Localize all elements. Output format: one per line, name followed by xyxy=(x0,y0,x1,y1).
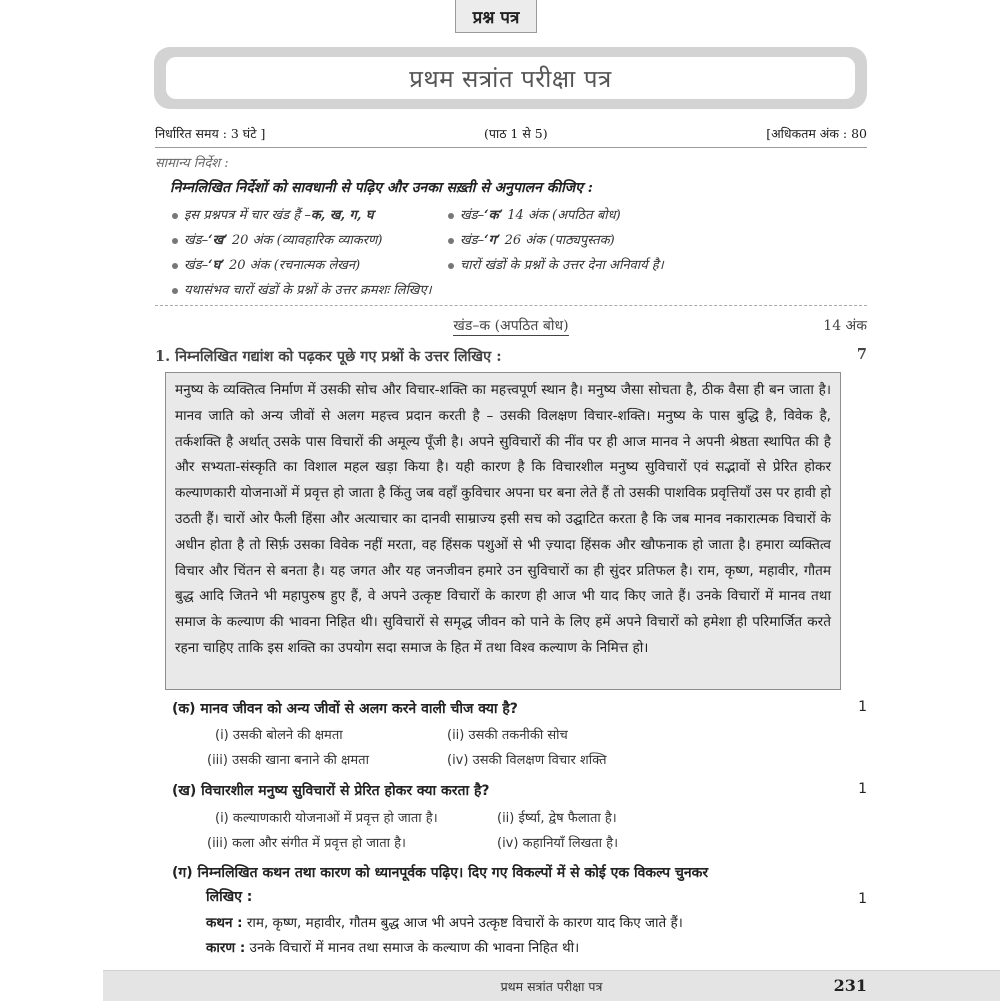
paper-type-tab xyxy=(455,0,537,33)
section-title: खंड–क (अपठित बोध) xyxy=(453,318,569,334)
max-marks: [अधिकतम अंक : 80 xyxy=(766,125,867,141)
sub-question-text: (क) मानव जीवन को अन्य जीवों से अलग करने वाली चीज क्या है? xyxy=(172,701,518,717)
option[interactable]: (iii) उसकी खाना बनाने की क्षमता xyxy=(207,753,369,768)
sub-question-marks: 1 xyxy=(858,699,867,715)
option[interactable]: (ii) उसकी तकनीकी सोच xyxy=(447,728,568,743)
passage-text: मनुष्य के व्यक्तित्व निर्माण में उसकी सोच और विचार-शक्ति का महत्त्वपूर्ण स्थान है। मनुष्य जैसा सोचता है, ठीक वैसा ही बन जाता है। मानव जाति को अन्य जीवों से अलग महत्त्व प्रदान करती है – उसकी विलक्षण विचार-शक्ति। मनुष्य के पास बुद्धि है, विवेक है, तर्कशक्ति है अर्थात् उसके पास विचारों की अमूल्य पूँजी है। अपने सुविचारों की नींव पर ही आज मानव ने अपनी श्रेष्ठता स्थापित की है और सभ्यता-संस्कृति का विशाल महल खड़ा किया है। यही कारण है कि विचारशील मनुष्य सुविचारों एवं सद्भावों से प्रेरित होकर कल्याणकारी योजनाओं में प्रवृत्त हो जाता है किंतु जब वहाँ कुविचार अपना घर बना लेते हैं तो उसकी पाशविक प्रवृत्तियाँ उस पर हावी हो उठती हैं। चारों ओर फैली हिंसा और अत्याचार का दानवी साम्राज्य इसी सच को उद्घाटित करता है कि जब मानव नकारात्मक विचारों के अधीन होता है तो सिर्फ़ उसका विवेक नहीं मरता, वह हिंसक पशुओं से भी ज़्यादा हिंसक और खौफनाक हो जाता है। हमारा व्यक्तित्व विचार और चिंतन से बनता है। यह जगत और यह जनजीवन हमारे उन सुविचारों का ही सुंदर प्रतिफल है। राम, कृष्ण, महावीर, गौतम बुद्ध आदि जितने भी महापुरुष हुए हैं, वे अपने उत्कृष्ट विचारों के कारण ही आज भी याद किए जाते हैं। उनके विचारों में मानव तथा समाज के कल्याण की भावना निहित थी। सुविचारों से समृद्ध जीवन को पाने के लिए हमें अपने विचारों को हमेशा ही परिमार्जित करते रहना चाहिए ताकि इस शक्ति का उपयोग सदा समाज के हित में तथा विश्व कल्याण के निमित्त हो। xyxy=(175,382,831,656)
exam-title-banner xyxy=(154,47,867,109)
divider xyxy=(155,147,867,148)
option[interactable]: (ii) ईर्ष्या, द्वेष फैलाता है। xyxy=(497,811,617,826)
passage-box xyxy=(165,372,841,690)
time-allowed: निर्धारित समय : 3 घंटे ] xyxy=(155,125,266,141)
option[interactable]: (i) उसकी बोलने की क्षमता xyxy=(215,728,343,743)
instructions-title: सामान्य निर्देश : xyxy=(155,156,229,171)
instruction-bullet: यथासंभव चारों खंडों के प्रश्नों के उत्तर क्रमशः लिखिए। xyxy=(172,280,432,298)
dotted-divider xyxy=(155,305,867,306)
bullet-icon xyxy=(172,263,178,269)
question-1-marks: 7 xyxy=(856,346,867,363)
section-marks: 14 अंक xyxy=(823,318,867,334)
syllabus-range: (पाठ 1 से 5) xyxy=(483,125,548,141)
bullet-icon xyxy=(172,213,178,219)
sub-question-text: (ख) विचारशील मनुष्य सुविचारों से प्रेरित होकर क्या करता है? xyxy=(172,783,490,799)
reason xyxy=(206,938,579,956)
question-1 xyxy=(155,346,867,366)
reason-text: उनके विचारों में मानव तथा समाज के कल्याण की भावना निहित थी। xyxy=(245,940,580,956)
sub-question-marks: 1 xyxy=(858,781,867,797)
instruction-bullet: खंड–‘घ’ 20 अंक (रचनात्मक लेखन) xyxy=(172,255,360,273)
assertion-text: राम, कृष्ण, महावीर, गौतम बुद्ध आज भी अपने उत्कृष्ट विचारों के कारण याद किए जाते हैं। xyxy=(242,915,683,931)
exam-title: प्रथम सत्रांत परीक्षा पत्र xyxy=(166,57,855,99)
sub-question-text: (ग) निम्नलिखित कथन तथा कारण को ध्यानपूर्वक पढ़िए। दिए गए विकल्पों में से कोई एक विकल्प चुनकर xyxy=(172,865,709,881)
reason-label: कारण : xyxy=(206,940,246,956)
bullet-icon xyxy=(448,263,454,269)
option[interactable]: (iv) उसकी विलक्षण विचार शक्ति xyxy=(447,753,607,768)
bullet-icon xyxy=(172,238,178,244)
exam-meta-row xyxy=(155,122,867,144)
question-1-text: 1. निम्नलिखित गद्यांश को पढ़कर पूछे गए प्रश्नों के उत्तर लिखिए : xyxy=(155,348,502,365)
option[interactable]: (iii) कला और संगीत में प्रवृत्त हो जाता है। xyxy=(207,836,406,851)
sub-question-kha xyxy=(172,781,867,800)
paper-type-label: प्रश्न पत्र xyxy=(472,7,520,28)
bullet-icon xyxy=(448,213,454,219)
sub-question-marks: 1 xyxy=(858,891,867,907)
page-number: 231 xyxy=(833,976,867,995)
option[interactable]: (iv) कहानियाँ लिखता है। xyxy=(497,836,619,851)
option[interactable]: (i) कल्याणकारी योजनाओं में प्रवृत्त हो जाता है। xyxy=(215,811,438,826)
instruction-bullet: खंड–‘ग’ 26 अंक (पाठ्यपुस्तक) xyxy=(448,230,615,248)
section-header xyxy=(155,316,867,336)
bullet-icon xyxy=(448,238,454,244)
instruction-bullet: चारों खंडों के प्रश्नों के उत्तर देना अनिवार्य है। xyxy=(448,255,664,273)
assertion-label: कथन : xyxy=(206,915,243,931)
page-footer xyxy=(103,970,1000,1001)
bullet-icon xyxy=(172,288,178,294)
instructions-lead: निम्नलिखित निर्देशों को सावधानी से पढ़िए और उनका सख़्ती से अनुपालन कीजिए : xyxy=(170,180,593,196)
sub-question-ga xyxy=(172,863,867,882)
instruction-bullet: इस प्रश्नपत्र में चार खंड हैं –क, ख, ग, घ xyxy=(172,205,374,223)
instruction-bullet: खंड–‘क’ 14 अंक (अपठित बोध) xyxy=(448,205,621,223)
sub-question-text: लिखिए : xyxy=(206,889,253,905)
assertion xyxy=(206,913,683,931)
sub-question-ka xyxy=(172,699,867,718)
footer-title: प्रथम सत्रांत परीक्षा पत्र xyxy=(500,979,603,994)
instruction-bullet: खंड–‘ख’ 20 अंक (व्यावहारिक व्याकरण) xyxy=(172,230,382,248)
sub-question-ga-cont xyxy=(172,887,867,906)
